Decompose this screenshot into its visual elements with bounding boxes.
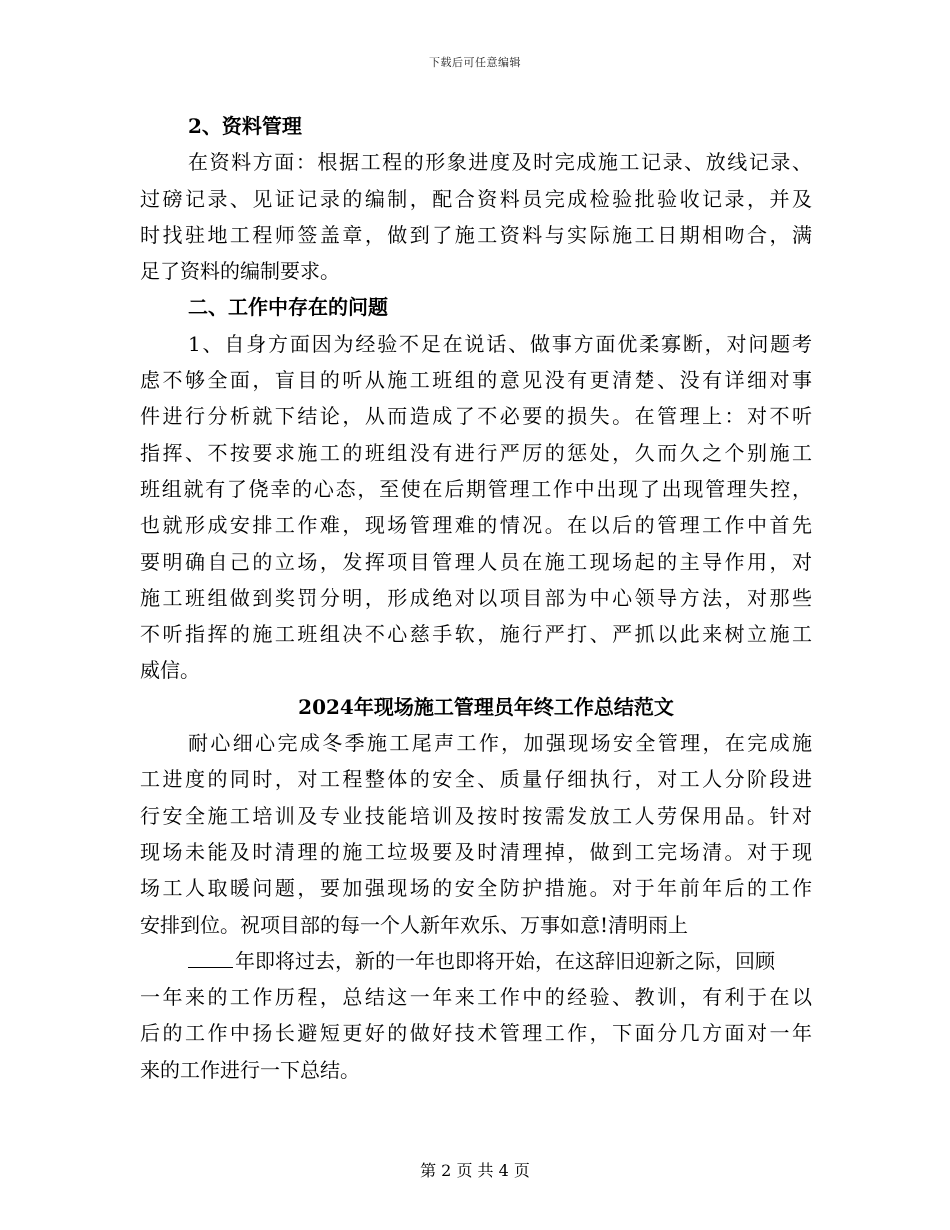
paragraph-line: 在资料方面：根据工程的形象进度及时完成施工记录、放线记录、 (188, 150, 812, 175)
paragraph-line: 现场未能及时清理的施工垃圾要及时清理掉，做到工完场清。对于现 (140, 839, 812, 864)
paragraph-line: 安排到位。祝项目部的每一个人新年欢乐、万事如意!清明雨上 (140, 912, 689, 937)
header-note: 下载后可任意编辑 (429, 56, 521, 69)
paragraph-line: 也就形成安排工作难，现场管理难的情况。在以后的管理工作中首先 (140, 513, 812, 538)
paragraph-line: 场工人取暖问题，要加强现场的安全防护措施。对于年前年后的工作 (140, 876, 812, 901)
section-heading-data: 2、资料管理 (188, 114, 302, 138)
paragraph-line: 后的工作中扬长避短更好的做好技术管理工作，下面分几方面对一年 (140, 1021, 812, 1046)
article-title: 2024年现场施工管理员年终工作总结范文 (298, 694, 674, 719)
paragraph-line: 工进度的同时，对工程整体的安全、质量仔细执行，对工人分阶段进 (140, 767, 812, 792)
paragraph-line: 虑不够全面，盲目的听从施工班组的意见没有更清楚、没有详细对事 (140, 368, 812, 393)
section-heading-problems: 二、工作中存在的问题 (188, 295, 388, 320)
page-footer: 第 2 页 共 4 页 (420, 1161, 530, 1180)
paragraph-line: 施工班组做到奖罚分明，形成绝对以项目部为中心领导方法，对那些 (140, 585, 812, 610)
paragraph-line: 一年来的工作历程，总结这一年来工作中的经验、教训，有利于在以 (140, 985, 812, 1010)
paragraph-line: 来的工作进行一下总结。 (140, 1057, 360, 1082)
paragraph-line: 不听指挥的施工班组决不心慈手软，施行严打、严抓以此来树立施工 (140, 622, 812, 647)
paragraph-line: 耐心细心完成冬季施工尾声工作，加强现场安全管理，在完成施 (188, 731, 812, 756)
paragraph-line: 1、自身方面因为经验不足在说话、做事方面优柔寡断，对问题考 (188, 331, 812, 356)
document-body (140, 108, 812, 1088)
paragraph-text: 年即将过去，新的一年也即将开始，在这辞旧迎新之际，回顾 (235, 948, 775, 973)
paragraph-line: 足了资料的编制要求。 (140, 259, 340, 284)
paragraph-line: 行安全施工培训及专业技能培训及按时按需发放工人劳保用品。针对 (140, 803, 812, 828)
paragraph-line: 威信。 (140, 658, 200, 683)
paragraph-line: 要明确自己的立场，发挥项目管理人员在施工现场起的主导作用，对 (140, 549, 812, 574)
paragraph-line: 件进行分析就下结论，从而造成了不必要的损失。在管理上：对不听 (140, 404, 812, 429)
paragraph-line (140, 943, 812, 979)
paragraph-line: 时找驻地工程师签盖章，做到了施工资料与实际施工日期相吻合，满 (140, 222, 812, 247)
paragraph-line: 指挥、不按要求施工的班组没有进行严厉的惩处，久而久之个别施工 (140, 440, 812, 465)
paragraph-line: 班组就有了侥幸的心态，至使在后期管理工作中出现了出现管理失控， (140, 476, 812, 501)
paragraph-line: 过磅记录、见证记录的编制，配合资料员完成检验批验收记录，并及 (140, 186, 812, 211)
blank-underline (188, 949, 233, 968)
